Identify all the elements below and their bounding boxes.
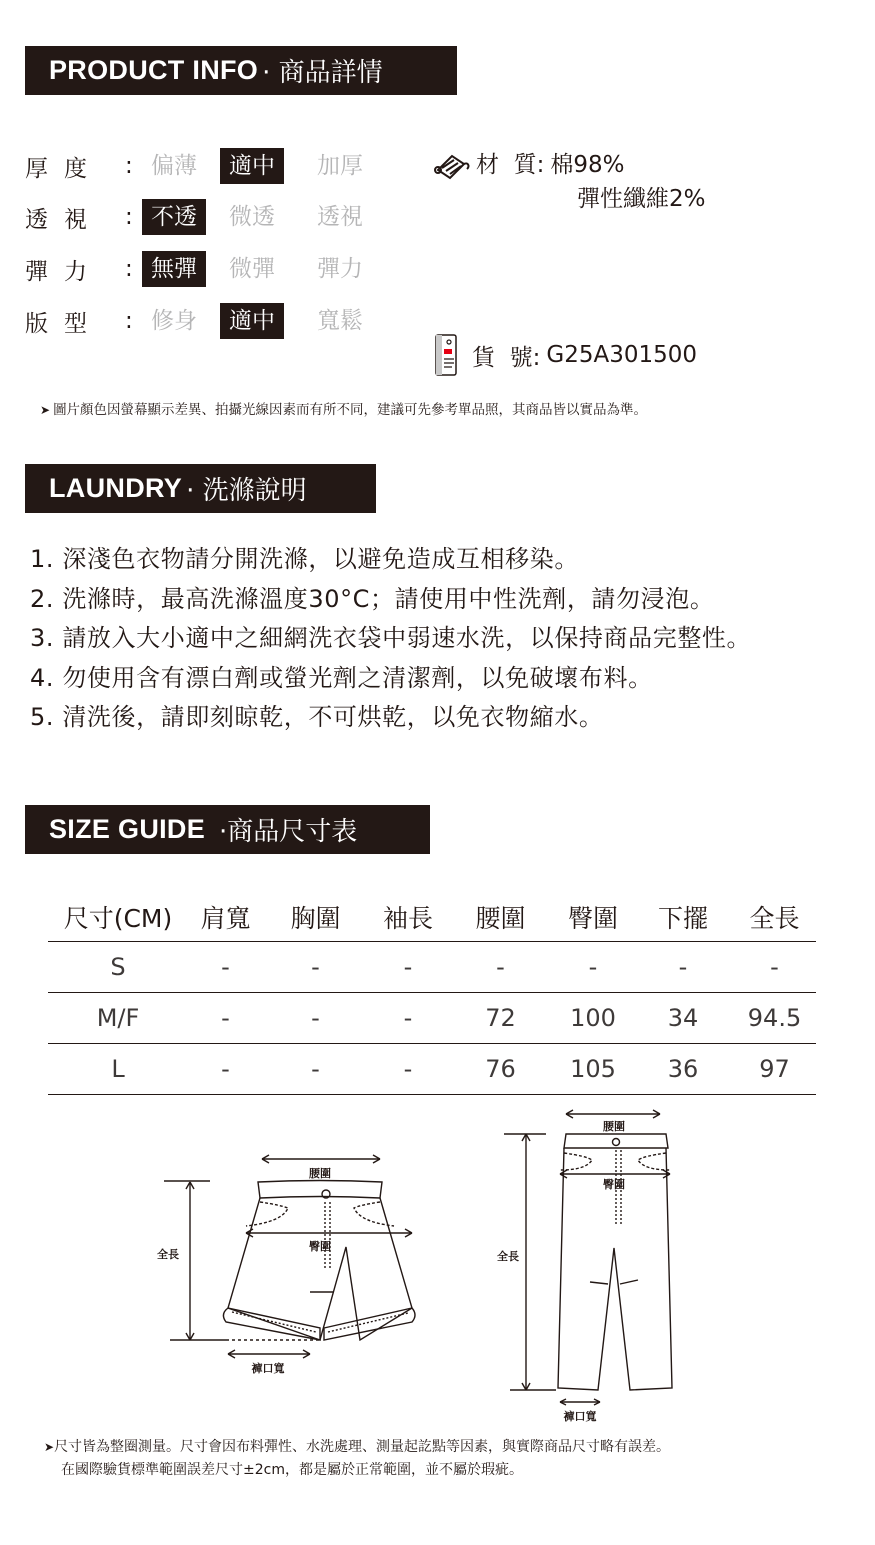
diagram-label-hem: 褲口寬 <box>251 1362 285 1375</box>
product-info-title-en: PRODUCT INFO <box>49 55 259 85</box>
product-info-header <box>25 46 457 95</box>
size-guide-title-en: SIZE GUIDE <box>49 814 206 844</box>
laundry-title-en: LAUNDRY <box>49 473 183 503</box>
size-value-cell: 36 <box>633 1043 733 1094</box>
shorts-diagram <box>150 1150 430 1380</box>
size-col-header: 尺寸(CM) <box>48 893 188 941</box>
thread-spool-icon <box>432 150 472 180</box>
diagram-label-waist: 腰圍 <box>309 1167 331 1180</box>
size-value-cell: 34 <box>633 992 733 1043</box>
attribute-option-selected: 不透 <box>142 199 206 235</box>
diagram-label-hip: 臀圍 <box>603 1178 625 1191</box>
size-value-cell: - <box>188 1043 263 1094</box>
size-value-cell: 100 <box>553 992 633 1043</box>
size-footnote <box>44 1436 670 1482</box>
size-col-header: 肩寬 <box>188 893 263 941</box>
size-value-cell: - <box>633 941 733 992</box>
color-disclaimer <box>40 398 647 418</box>
attribute-option: 微透 <box>229 204 275 230</box>
attribute-option: 彈力 <box>317 256 363 282</box>
attribute-colon: : <box>125 308 133 334</box>
size-table-row <box>48 1043 816 1094</box>
attribute-option: 微彈 <box>229 256 275 282</box>
size-col-header: 腰圍 <box>448 893 553 941</box>
size-name-cell: S <box>48 941 188 992</box>
product-info-title-zh: · 商品詳情 <box>262 58 383 88</box>
size-value-cell: - <box>368 992 448 1043</box>
size-value-cell: - <box>263 1043 368 1094</box>
diagram-label-length: 全長 <box>157 1248 179 1261</box>
size-value-cell: - <box>368 941 448 992</box>
attribute-option: 偏薄 <box>151 153 197 179</box>
arrow-right-icon: ➤ <box>44 1440 55 1454</box>
size-value-cell: 105 <box>553 1043 633 1094</box>
attribute-option-selected: 無彈 <box>142 251 206 287</box>
attribute-row <box>25 199 363 235</box>
attribute-label: 版型 <box>25 310 103 337</box>
sku-label: 貨 號: <box>472 344 541 371</box>
size-value-cell: 94.5 <box>733 992 816 1043</box>
size-footnote-line: 在國際驗貨標準範圍誤差尺寸±2cm，都是屬於正常範圍，並不屬於瑕疵。 <box>61 1462 523 1478</box>
attribute-option: 修身 <box>151 308 197 334</box>
size-guide-title-zh: ·商品尺寸表 <box>219 817 358 847</box>
attribute-row <box>25 303 363 339</box>
size-name-cell: L <box>48 1043 188 1094</box>
size-col-header: 袖長 <box>368 893 448 941</box>
sku-block <box>432 333 697 377</box>
attribute-colon: : <box>125 256 133 282</box>
diagram-label-length: 全長 <box>497 1250 519 1263</box>
size-footnote-line: 尺寸皆為整圈測量。尺寸會因布料彈性、水洗處理、測量起訖點等因素，與實際商品尺寸略有誤差。 <box>54 1439 671 1455</box>
size-value-cell: - <box>188 941 263 992</box>
size-table-row <box>48 941 816 992</box>
attribute-option-selected: 適中 <box>220 148 284 184</box>
size-value-cell: - <box>368 1043 448 1094</box>
size-col-header: 胸圍 <box>263 893 368 941</box>
laundry-header <box>25 464 376 513</box>
size-table <box>48 893 816 1095</box>
material-label: 材 質: <box>476 152 545 178</box>
attribute-row <box>25 251 363 287</box>
color-disclaimer-text: 圖片顏色因螢幕顯示差異、拍攝光線因素而有所不同，建議可先參考單品照，其商品皆以實品為準。 <box>53 402 648 418</box>
size-value-cell: - <box>733 941 816 992</box>
attribute-colon: : <box>125 204 133 230</box>
laundry-item: 1. 深淺色衣物請分開洗滌，以避免造成互相移染。 <box>30 545 579 573</box>
laundry-item: 4. 勿使用含有漂白劑或螢光劑之清潔劑，以免破壞布料。 <box>30 663 653 692</box>
trousers-diagram <box>490 1108 690 1423</box>
laundry-list <box>30 540 751 738</box>
size-table-header-row <box>48 893 816 941</box>
attribute-row <box>25 148 363 184</box>
size-guide-header <box>25 805 430 854</box>
size-col-header: 全長 <box>733 893 816 941</box>
size-value-cell: - <box>188 992 263 1043</box>
attribute-option: 寬鬆 <box>317 308 363 334</box>
diagram-label-hip: 臀圍 <box>309 1240 331 1253</box>
size-table-row <box>48 992 816 1043</box>
size-value-cell: - <box>263 992 368 1043</box>
attribute-label: 透視 <box>25 206 103 233</box>
attribute-label: 彈力 <box>25 258 103 285</box>
size-value-cell: 97 <box>733 1043 816 1094</box>
hangtag-icon <box>432 333 462 377</box>
attribute-colon: : <box>125 153 133 179</box>
diagram-label-hem: 褲口寬 <box>563 1410 597 1423</box>
size-value-cell: - <box>553 941 633 992</box>
arrow-right-icon: ➤ <box>40 403 51 417</box>
material-block <box>432 148 706 216</box>
laundry-item: 2. 洗滌時，最高洗滌溫度30°C；請使用中性洗劑，請勿浸泡。 <box>30 584 715 613</box>
size-col-header: 下擺 <box>633 893 733 941</box>
diagram-label-waist: 腰圍 <box>603 1120 625 1133</box>
material-line-1: 棉98% <box>550 152 625 178</box>
attribute-option-selected: 適中 <box>220 303 284 339</box>
size-name-cell: M/F <box>48 992 188 1043</box>
attribute-label: 厚度 <box>25 155 103 182</box>
laundry-item: 3. 請放入大小適中之細網洗衣袋中弱速水洗，以保持商品完整性。 <box>30 624 752 652</box>
attribute-option: 透視 <box>317 204 363 230</box>
attribute-option: 加厚 <box>317 153 363 179</box>
size-value-cell: - <box>263 941 368 992</box>
size-col-header: 臀圍 <box>553 893 633 941</box>
sku-value: G25A301500 <box>546 342 697 368</box>
size-value-cell: 72 <box>448 992 553 1043</box>
material-line-2: 彈性纖維2% <box>577 186 706 212</box>
laundry-item: 5. 清洗後，請即刻晾乾，不可烘乾，以免衣物縮水。 <box>30 703 604 731</box>
size-value-cell: 76 <box>448 1043 553 1094</box>
laundry-title-zh: · 洗滌說明 <box>186 476 307 506</box>
size-value-cell: - <box>448 941 553 992</box>
